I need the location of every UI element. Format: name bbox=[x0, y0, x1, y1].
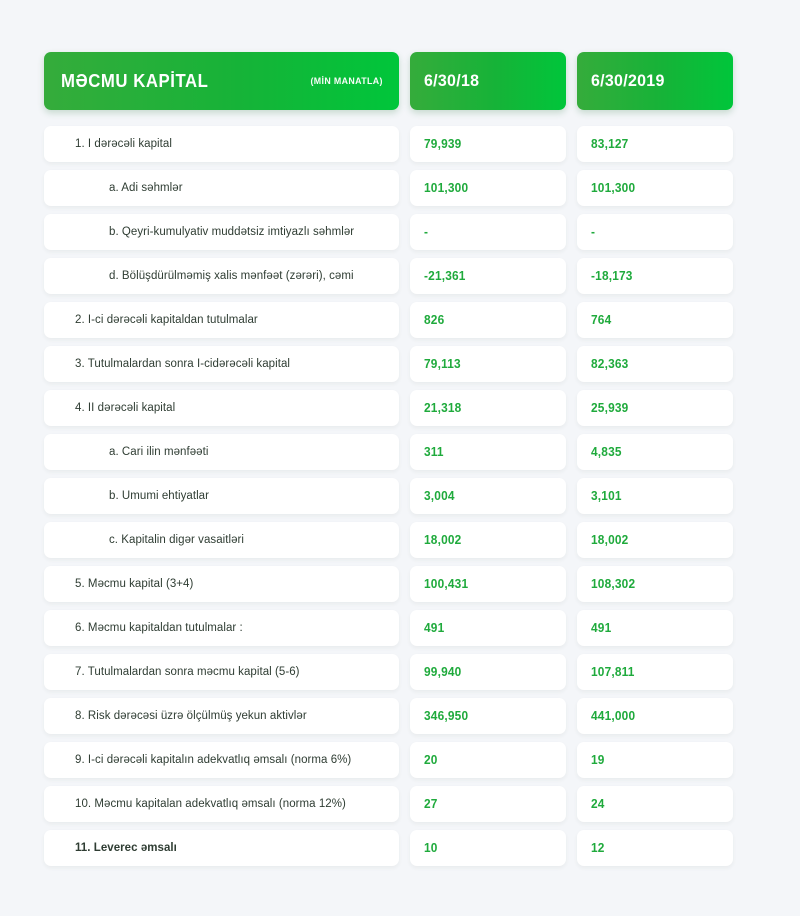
row-label: a. Adi səhmlər bbox=[109, 182, 183, 194]
row-value-cell bbox=[410, 126, 566, 162]
row-value-cell bbox=[577, 390, 733, 426]
row-value-cell bbox=[577, 302, 733, 338]
row-value-cell bbox=[410, 742, 566, 778]
row-label-cell bbox=[44, 478, 399, 514]
row-value-cell bbox=[410, 786, 566, 822]
row-value-cell bbox=[577, 126, 733, 162]
table-row bbox=[44, 214, 738, 250]
row-value-cell bbox=[577, 478, 733, 514]
row-label: b. Ümumi ehtiyatlar bbox=[109, 490, 210, 502]
row-label-cell bbox=[44, 610, 399, 646]
row-value-cell bbox=[410, 830, 566, 866]
row-value: -21,361 bbox=[424, 269, 466, 283]
row-value-cell bbox=[577, 698, 733, 734]
row-value: 764 bbox=[591, 313, 612, 327]
row-value: 3,004 bbox=[424, 489, 455, 503]
table-row bbox=[44, 522, 738, 558]
row-label-cell bbox=[44, 390, 399, 426]
table-row bbox=[44, 258, 738, 294]
row-value-cell bbox=[410, 698, 566, 734]
row-value: 82,363 bbox=[591, 357, 629, 371]
row-value-cell bbox=[410, 258, 566, 294]
row-label: 8. Risk dərəcəsi üzrə ölçülmüş yekun aktivlər bbox=[75, 710, 307, 722]
row-value: - bbox=[591, 225, 596, 239]
row-value-cell bbox=[410, 214, 566, 250]
row-value: 12 bbox=[591, 841, 605, 855]
row-value-cell bbox=[410, 390, 566, 426]
row-label-cell bbox=[44, 214, 399, 250]
table-row bbox=[44, 786, 738, 822]
row-label-cell bbox=[44, 698, 399, 734]
row-label: c. Kapitalin digər vasaitləri bbox=[109, 534, 245, 546]
row-value-cell bbox=[577, 654, 733, 690]
row-value: 101,300 bbox=[424, 181, 469, 195]
row-label: 3. Tutulmalardan sonra I-cidərəcəli kapital bbox=[75, 358, 291, 370]
row-label-cell bbox=[44, 126, 399, 162]
table-row bbox=[44, 698, 738, 734]
table-row bbox=[44, 566, 738, 602]
row-label-cell bbox=[44, 830, 399, 866]
row-label: 5. Məcmu kapital (3+4) bbox=[75, 578, 194, 590]
table-row bbox=[44, 390, 738, 426]
row-value: 18,002 bbox=[424, 533, 462, 547]
row-label: 11. Leverec əmsalı bbox=[75, 842, 177, 854]
row-value: 25,939 bbox=[591, 401, 629, 415]
row-label: 6. Məcmu kapitaldan tutulmalar : bbox=[75, 622, 243, 634]
table-row bbox=[44, 830, 738, 866]
row-value: 79,939 bbox=[424, 137, 462, 151]
table-row bbox=[44, 126, 738, 162]
row-value-cell bbox=[410, 478, 566, 514]
table-row bbox=[44, 434, 738, 470]
row-value: 346,950 bbox=[424, 709, 469, 723]
row-value: 311 bbox=[424, 445, 444, 459]
page-title: MƏCMU KAPİTAL bbox=[61, 70, 209, 91]
row-value: 3,101 bbox=[591, 489, 622, 503]
row-label-cell bbox=[44, 346, 399, 382]
column-header-2 bbox=[577, 52, 733, 110]
row-label-cell bbox=[44, 522, 399, 558]
row-value: 99,940 bbox=[424, 665, 462, 679]
table-row bbox=[44, 742, 738, 778]
row-value-cell bbox=[577, 742, 733, 778]
row-label-cell bbox=[44, 742, 399, 778]
row-label-cell bbox=[44, 654, 399, 690]
row-label-cell bbox=[44, 258, 399, 294]
row-value-cell bbox=[410, 654, 566, 690]
row-value: 4,835 bbox=[591, 445, 622, 459]
row-value-cell bbox=[410, 346, 566, 382]
table-header-row bbox=[44, 52, 738, 110]
row-value: 826 bbox=[424, 313, 445, 327]
row-value: 19 bbox=[591, 753, 605, 767]
row-value-cell bbox=[577, 522, 733, 558]
table-row bbox=[44, 170, 738, 206]
row-value-cell bbox=[577, 170, 733, 206]
table-row bbox=[44, 302, 738, 338]
row-label: a. Cari ilin mənfəəti bbox=[109, 446, 209, 458]
row-value-cell bbox=[410, 522, 566, 558]
row-label: 10. Məcmu kapitalan adekvatlıq əmsalı (norma 12%) bbox=[75, 798, 346, 810]
row-value-cell bbox=[577, 566, 733, 602]
row-value: 101,300 bbox=[591, 181, 636, 195]
row-label: d. Bölüşdürülməmiş xalis mənfəət (zərəri), cəmi bbox=[109, 270, 354, 282]
row-value: 83,127 bbox=[591, 137, 629, 151]
row-value-cell bbox=[410, 610, 566, 646]
row-value: 27 bbox=[424, 797, 438, 811]
table-row bbox=[44, 654, 738, 690]
row-value-cell bbox=[410, 302, 566, 338]
unit-label: (MİN MANATLA) bbox=[310, 75, 383, 87]
row-value: 20 bbox=[424, 753, 438, 767]
table-body bbox=[44, 118, 738, 866]
column-header-1 bbox=[410, 52, 566, 110]
row-label: 9. I-ci dərəcəli kapitalın adekvatlıq əmsalı (norma 6%) bbox=[75, 754, 352, 766]
row-value-cell bbox=[577, 434, 733, 470]
row-value-cell bbox=[577, 258, 733, 294]
row-value: 100,431 bbox=[424, 577, 469, 591]
row-value: 107,811 bbox=[591, 665, 635, 679]
row-label: 7. Tutulmalardan sonra məcmu kapital (5-6) bbox=[75, 666, 300, 678]
row-value-cell bbox=[577, 610, 733, 646]
table-row bbox=[44, 478, 738, 514]
row-value: 10 bbox=[424, 841, 438, 855]
row-value: 441,000 bbox=[591, 709, 636, 723]
row-value: 491 bbox=[424, 621, 445, 635]
row-value-cell bbox=[410, 434, 566, 470]
table-row bbox=[44, 346, 738, 382]
row-value-cell bbox=[577, 830, 733, 866]
row-value: 21,318 bbox=[424, 401, 462, 415]
row-value-cell bbox=[577, 346, 733, 382]
row-value: 24 bbox=[591, 797, 605, 811]
table-row bbox=[44, 610, 738, 646]
row-value: 108,302 bbox=[591, 577, 636, 591]
row-label-cell bbox=[44, 170, 399, 206]
row-value: - bbox=[424, 225, 429, 239]
row-label: b. Qeyri-kumulyativ muddətsiz imtiyazlı səhmlər bbox=[109, 226, 355, 238]
row-value-cell bbox=[410, 170, 566, 206]
column-header-2-label: 6/30/2019 bbox=[591, 71, 665, 90]
capital-table bbox=[44, 52, 738, 866]
row-label: 2. I-ci dərəcəli kapitaldan tutulmalar bbox=[75, 314, 258, 326]
column-header-1-label: 6/30/18 bbox=[424, 71, 480, 90]
row-label-cell bbox=[44, 566, 399, 602]
row-label: 1. I dərəcəli kapital bbox=[75, 138, 172, 150]
row-label-cell bbox=[44, 302, 399, 338]
row-value: 79,113 bbox=[424, 357, 461, 371]
row-value: 18,002 bbox=[591, 533, 629, 547]
row-value-cell bbox=[577, 786, 733, 822]
row-value: -18,173 bbox=[591, 269, 633, 283]
row-value-cell bbox=[577, 214, 733, 250]
header-title-cell bbox=[44, 52, 399, 110]
row-value: 491 bbox=[591, 621, 612, 635]
row-label-cell bbox=[44, 434, 399, 470]
row-label: 4. II dərəcəli kapital bbox=[75, 402, 176, 414]
row-label-cell bbox=[44, 786, 399, 822]
row-value-cell bbox=[410, 566, 566, 602]
